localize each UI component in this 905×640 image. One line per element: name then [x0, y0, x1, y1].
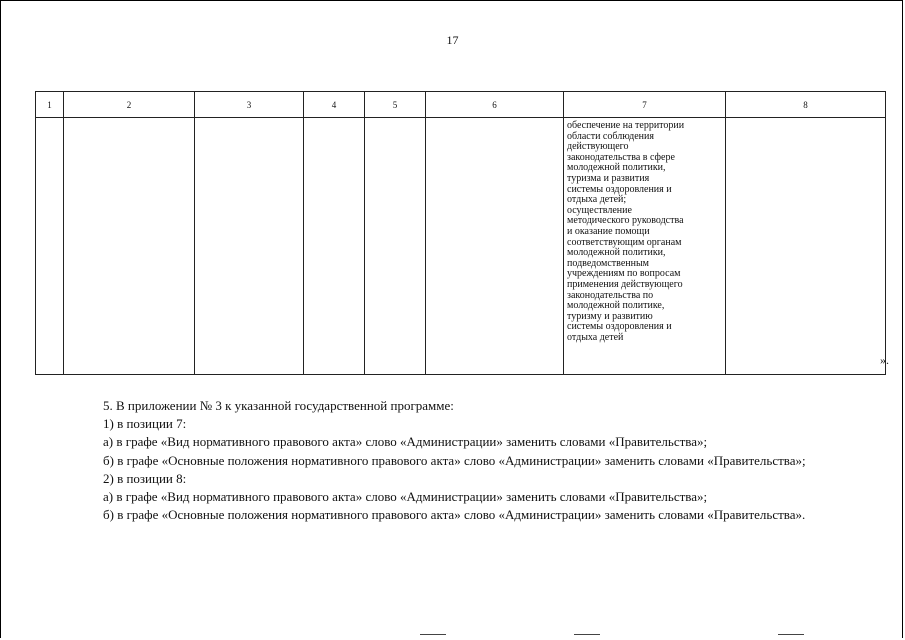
- amendment-text: [80, 397, 848, 524]
- header-col-2: 2: [64, 92, 195, 118]
- header-col-8: 8: [726, 92, 886, 118]
- paragraph-8b: б) в графе «Основные положения нормативного правового акта» слово «Администрации» заменить словами «Правительства».: [103, 507, 806, 523]
- header-col-4: 4: [304, 92, 365, 118]
- cell-col-7-text: обеспечение на территории области соблюдения действующего законодательства в сфере молодежной политики, туризма и развития системы оздоровления и отдыха детей; осуществление методического руководства и оказание помощи соответствующим органам молодежной политики, подведомственным учреждениям по вопросам применения действующего законодательства по молодежной политике, туризму и развитию системы оздоровления и отдыха детей: [567, 120, 685, 343]
- cell-col-6: [426, 118, 564, 375]
- paragraph-position-8: 2) в позиции 8:: [103, 470, 187, 486]
- page-number: 17: [446, 33, 459, 47]
- header-col-6: 6: [426, 92, 564, 118]
- paragraph-7a: а) в графе «Вид нормативного правового акта» слово «Администрации» заменить словами «Правительства»;: [103, 434, 708, 450]
- cell-col-7: [564, 118, 726, 375]
- closing-quote-mark: ».: [880, 353, 889, 367]
- header-col-5: 5: [365, 92, 426, 118]
- paragraph-8a: а) в графе «Вид нормативного правового акта» слово «Администрации» заменить словами «Правительства»;: [103, 489, 708, 505]
- cell-col-5: [365, 118, 426, 375]
- table-header-row: [36, 92, 886, 118]
- paragraph-position-7: 1) в позиции 7:: [103, 416, 187, 432]
- scan-mark: [778, 634, 804, 635]
- header-col-1: 1: [36, 92, 64, 118]
- cell-col-2: [64, 118, 195, 375]
- paragraph-7b: б) в графе «Основные положения нормативного правового акта» слово «Администрации» заменить словами «Правительства»;: [103, 452, 806, 468]
- table-row: [36, 118, 886, 375]
- paragraph-5: 5. В приложении № 3 к указанной государственной программе:: [103, 398, 454, 413]
- header-col-7: 7: [564, 92, 726, 118]
- cell-col-4: [304, 118, 365, 375]
- program-table: [35, 91, 886, 375]
- scan-mark: [420, 634, 446, 635]
- cell-col-3: [195, 118, 304, 375]
- cell-col-8: [726, 118, 886, 375]
- header-col-3: 3: [195, 92, 304, 118]
- scan-mark: [574, 634, 600, 635]
- cell-col-1: [36, 118, 64, 375]
